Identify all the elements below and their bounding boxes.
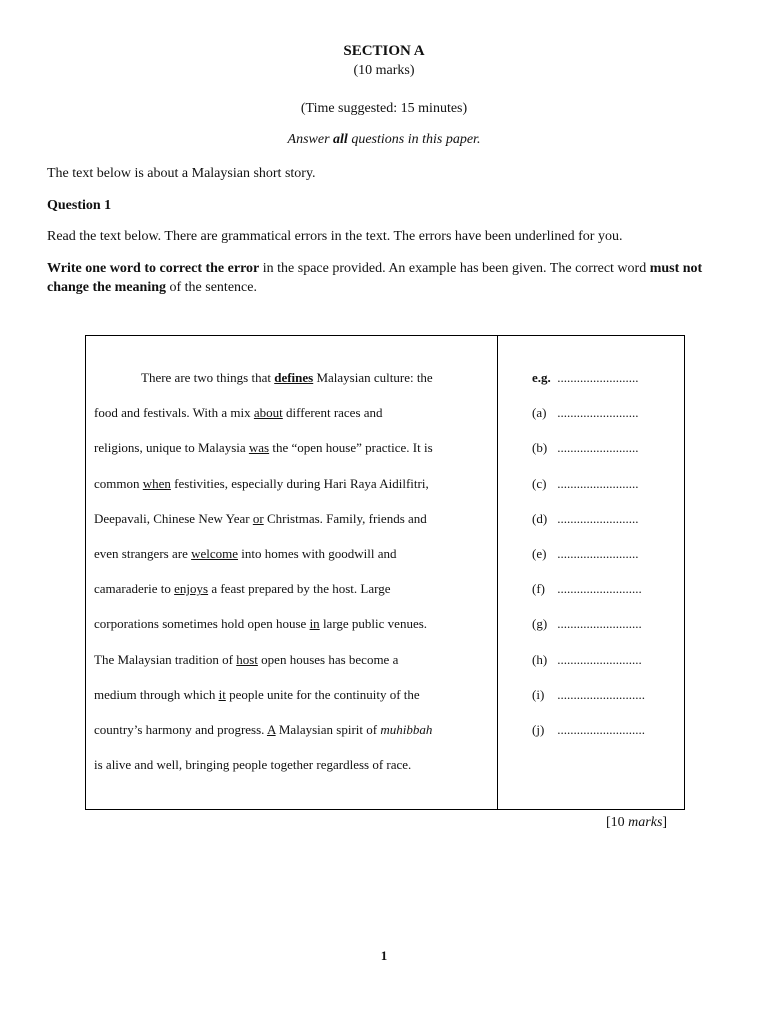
underlined-error: enjoys	[174, 581, 209, 597]
answer-label: (f)	[532, 581, 545, 597]
underlined-error: welcome	[191, 546, 239, 561]
passage-line: corporations sometimes hold open house in large public venues.	[94, 616, 428, 632]
answer-blank[interactable]: .........................	[557, 475, 639, 491]
answer-blank[interactable]: .........................	[557, 546, 639, 561]
answer-blank[interactable]: .........................	[557, 440, 639, 456]
answer-label: (g)	[532, 616, 548, 632]
underlined-error: when	[142, 475, 171, 491]
answer-item	[532, 440, 639, 456]
passage-line: common when festivities, especially during Hari Raya Aidilfitri,	[94, 475, 429, 491]
answer-item	[532, 370, 639, 386]
time-suggested: (Time suggested: 15 minutes)	[300, 101, 468, 116]
answer-item	[532, 476, 639, 492]
section-title: SECTION A	[343, 43, 425, 59]
answer-label: e.g.	[532, 370, 551, 385]
underlined-error: or	[252, 510, 264, 526]
answer-instruction: Answer all questions in this paper.	[287, 132, 481, 147]
underlined-error: defines	[274, 370, 314, 385]
answer-blank[interactable]: ...........................	[557, 722, 645, 737]
passage-line: There are two things that defines Malaysian culture: the	[141, 370, 433, 385]
answer-label: (h)	[532, 651, 548, 667]
passage-line: food and festivals. With a mix about different races and	[94, 405, 383, 421]
passage-line: Deepavali, Chinese New Year or Christmas. Family, friends and	[94, 510, 427, 526]
answer-item	[532, 546, 639, 562]
answer-item	[532, 511, 639, 527]
passage-line: medium through which it people unite for the continuity of the	[94, 686, 420, 702]
answer-label: (d)	[532, 510, 548, 526]
column-divider	[497, 336, 498, 809]
answer-blank[interactable]: ...........................	[557, 686, 645, 702]
answer-item	[532, 722, 645, 738]
answer-label: (e)	[532, 546, 547, 561]
answer-blank[interactable]: ..........................	[557, 581, 642, 597]
instruction-read: Read the text below. There are grammatical errors in the text. The errors have been underlined for you.	[47, 229, 623, 244]
intro-text: The text below is about a Malaysian short story.	[47, 166, 316, 181]
answer-blank[interactable]: ..........................	[557, 651, 642, 667]
answer-label: (j)	[532, 722, 545, 737]
passage-line: religions, unique to Malaysia was the “open house” practice. It is	[94, 440, 433, 456]
answer-label: (a)	[532, 405, 547, 421]
answer-blank[interactable]: ..........................	[557, 616, 642, 632]
answer-item	[532, 581, 642, 597]
total-marks: [10 marks]	[606, 815, 668, 830]
underlined-error: it	[218, 686, 226, 702]
answer-blank[interactable]: .........................	[557, 405, 639, 421]
answer-label: (i)	[532, 686, 545, 702]
exercise-box	[85, 335, 685, 810]
answer-blank[interactable]: .........................	[557, 510, 639, 526]
underlined-error: about	[253, 405, 283, 421]
passage-line: even strangers are welcome into homes with goodwill and	[94, 546, 397, 561]
question-title: Question 1	[47, 198, 112, 213]
instruction-write: Write one word to correct the error in the space provided. An example has been given. The correct word must not change the meaning of the sentence.	[47, 261, 703, 295]
underlined-error: host	[236, 651, 258, 667]
passage-line: country’s harmony and progress. A Malaysian spirit of muhibbah	[94, 722, 433, 737]
answer-item	[532, 652, 642, 668]
answer-item	[532, 687, 645, 703]
answer-label: (c)	[532, 475, 547, 491]
answer-blank[interactable]: .........................	[557, 370, 639, 385]
passage-line: is alive and well, bringing people together regardless of race.	[94, 757, 412, 773]
underlined-error: was	[248, 440, 270, 456]
section-marks: (10 marks)	[353, 63, 415, 78]
page-number: 1	[380, 948, 388, 963]
underlined-error: in	[309, 616, 320, 632]
answer-item	[532, 405, 639, 421]
passage-line: camaraderie to enjoys a feast prepared by the host. Large	[94, 581, 391, 597]
answer-label: (b)	[532, 440, 548, 456]
passage-line: The Malaysian tradition of host open houses has become a	[94, 651, 399, 667]
answer-item	[532, 616, 642, 632]
underlined-error: A	[266, 722, 276, 737]
